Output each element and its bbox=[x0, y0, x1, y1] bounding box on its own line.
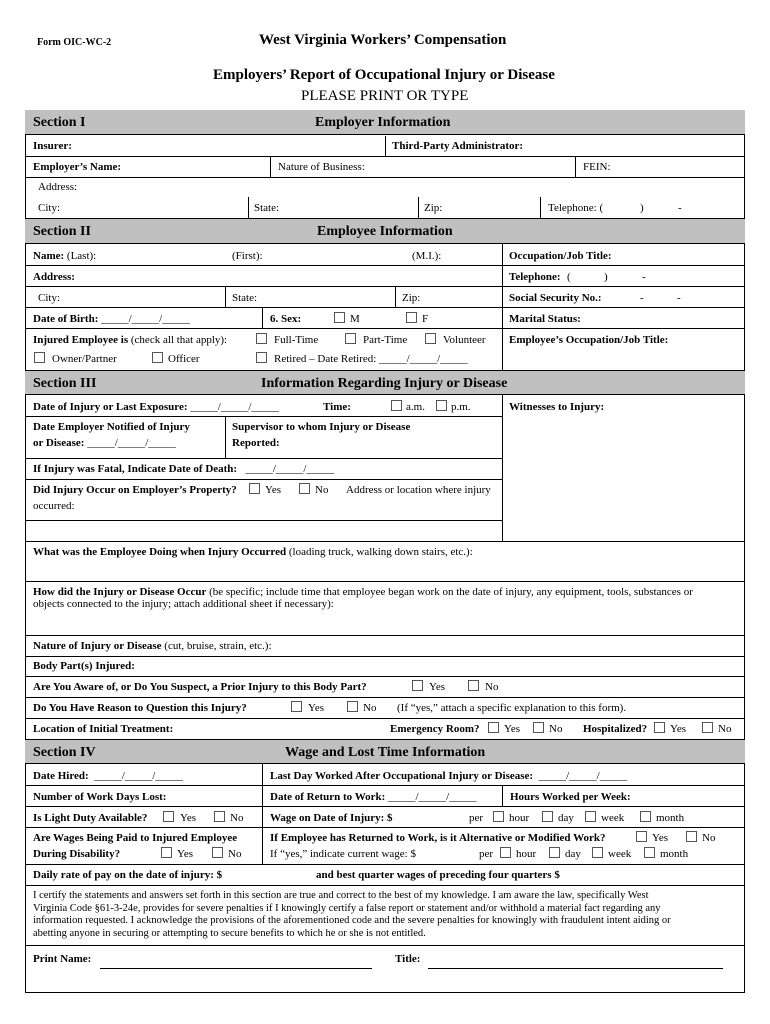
question-yes-checkbox[interactable] bbox=[291, 701, 302, 712]
section-2-title: Employee Information bbox=[317, 224, 453, 239]
employee-first-label: (First): bbox=[232, 250, 263, 262]
employee-occupation-label: Employee’s Occupation/Job Title: bbox=[509, 334, 669, 346]
current-month-label: month bbox=[660, 848, 689, 860]
employee-state-label: State: bbox=[232, 292, 258, 304]
current-hour-label: hour bbox=[516, 848, 537, 860]
light-duty-no-checkbox[interactable] bbox=[214, 811, 225, 822]
form-instruction: PLEASE PRINT OR TYPE bbox=[301, 88, 469, 104]
current-per-label: per bbox=[479, 848, 494, 860]
fulltime-label: Full-Time bbox=[274, 334, 319, 346]
sex-female-label: F bbox=[422, 313, 429, 325]
hospitalized-yes-label: Yes bbox=[670, 723, 687, 735]
employee-name-label: Name: bbox=[33, 250, 65, 262]
light-duty-yes-checkbox[interactable] bbox=[163, 811, 174, 822]
employer-address-label: Address: bbox=[38, 181, 78, 193]
dob-blank: _____/_____/_____ bbox=[101, 313, 190, 325]
volunteer-checkbox[interactable] bbox=[425, 333, 436, 344]
treatment-label: Location of Initial Treatment: bbox=[33, 723, 174, 735]
fatal-label: If Injury was Fatal, Indicate Date of Death: bbox=[33, 463, 238, 475]
retired-label: Retired – Date Retired: _____/_____/_____ bbox=[274, 353, 468, 365]
employer-name-label: Employer’s Name: bbox=[33, 161, 122, 173]
nature-note: (cut, bruise, strain, etc.): bbox=[164, 640, 272, 652]
employee-city-label: City: bbox=[38, 292, 61, 304]
current-wage-label: If “yes,” indicate current wage: $ bbox=[270, 848, 416, 860]
er-no-checkbox[interactable] bbox=[533, 722, 544, 733]
volunteer-label: Volunteer bbox=[443, 334, 486, 346]
wage-week-label: week bbox=[601, 812, 625, 824]
parttime-checkbox[interactable] bbox=[345, 333, 356, 344]
certification-line-2: Virginia Code §61-3-24e, provides for severe penalties if I knowingly certify a false report or statement and/or withhold a material fact regarding any bbox=[33, 902, 661, 914]
wages-paid-yes-checkbox[interactable] bbox=[161, 847, 172, 858]
employee-tel-dash: - bbox=[642, 271, 646, 283]
hired-label: Date Hired: bbox=[33, 770, 89, 782]
returned-no-label: No bbox=[702, 832, 716, 844]
hired-blank: _____/_____/_____ bbox=[94, 770, 183, 782]
wage-week-checkbox[interactable] bbox=[585, 811, 596, 822]
question-yes-label: Yes bbox=[308, 702, 325, 714]
returned-label: If Employee has Returned to Work, is it Alternative or Modified Work? bbox=[270, 832, 606, 844]
notified-label-2: or Disease: bbox=[33, 437, 85, 449]
property-yes-label: Yes bbox=[265, 484, 282, 496]
officer-label: Officer bbox=[168, 353, 200, 365]
how-note-1: (be specific; include time that employee began work on the date of injury, any equipment, tools, substances or bbox=[209, 586, 693, 598]
marital-label: Marital Status: bbox=[509, 313, 581, 325]
section-1-title: Employer Information bbox=[315, 115, 451, 130]
daily-rate-label: Daily rate of pay on the date of injury: $ bbox=[33, 869, 223, 881]
certification-text bbox=[33, 890, 739, 940]
sex-female-checkbox[interactable] bbox=[406, 312, 417, 323]
section-3-header bbox=[25, 370, 745, 395]
last-day-label: Last Day Worked After Occupational Injury or Disease: bbox=[270, 770, 534, 782]
officer-checkbox[interactable] bbox=[152, 352, 163, 363]
fein-label: FEIN: bbox=[583, 161, 611, 173]
print-name-line[interactable] bbox=[100, 968, 372, 969]
date-injury-blank: _____/_____/_____ bbox=[190, 401, 279, 413]
question-label: Do You Have Reason to Question this Injury? bbox=[33, 702, 247, 714]
employer-telephone-label: Telephone: ( bbox=[548, 202, 604, 214]
wages-paid-no-label: No bbox=[228, 848, 242, 860]
days-lost-label: Number of Work Days Lost: bbox=[33, 791, 167, 803]
wage-month-checkbox[interactable] bbox=[640, 811, 651, 822]
employee-telephone-label: Telephone: bbox=[509, 271, 561, 283]
prior-yes-label: Yes bbox=[429, 681, 446, 693]
title-label: Title: bbox=[395, 953, 421, 965]
ssn-label: Social Security No.: bbox=[509, 292, 602, 304]
section-1-label: Section I bbox=[33, 115, 86, 130]
employer-city-label: City: bbox=[38, 202, 61, 214]
injured-is-label: Injured Employee is bbox=[33, 334, 129, 346]
hospitalized-label: Hospitalized? bbox=[583, 723, 648, 735]
nature-label: Nature of Injury or Disease bbox=[33, 640, 162, 652]
current-day-checkbox[interactable] bbox=[549, 847, 560, 858]
doing-note: (loading truck, walking down stairs, etc.): bbox=[288, 546, 473, 558]
employee-address-label: Address: bbox=[33, 271, 75, 283]
section-1-header bbox=[25, 110, 745, 135]
prior-no-label: No bbox=[485, 681, 499, 693]
wages-paid-label-1: Are Wages Being Paid to Injured Employee bbox=[33, 832, 238, 844]
wage-per-label: per bbox=[469, 812, 484, 824]
wage-hour-checkbox[interactable] bbox=[493, 811, 504, 822]
employee-zip-label: Zip: bbox=[402, 292, 421, 304]
hours-label: Hours Worked per Week: bbox=[510, 791, 631, 803]
occupation-label: Occupation/Job Title: bbox=[509, 250, 612, 262]
supervisor-label-2: Reported: bbox=[232, 437, 280, 449]
current-week-label: week bbox=[608, 848, 632, 860]
injured-note: (check all that apply): bbox=[130, 334, 228, 346]
section-2-header bbox=[25, 219, 745, 244]
am-label: a.m. bbox=[406, 401, 425, 413]
fulltime-checkbox[interactable] bbox=[256, 333, 267, 344]
hospitalized-no-checkbox[interactable] bbox=[702, 722, 713, 733]
address-location-label: Address or location where injury bbox=[346, 484, 491, 496]
best-quarter-label: and best quarter wages of preceding four quarters $ bbox=[316, 869, 560, 881]
employer-state-label: State: bbox=[254, 202, 280, 214]
property-yes-checkbox[interactable] bbox=[249, 483, 260, 494]
question-note: (If “yes,” attach a specific explanation to this form). bbox=[397, 702, 627, 714]
wage-month-label: month bbox=[656, 812, 685, 824]
returned-no-checkbox[interactable] bbox=[686, 831, 697, 842]
how-label: How did the Injury or Disease Occur bbox=[33, 586, 207, 598]
section-3-label: Section III bbox=[33, 376, 97, 391]
certification-line-3: information requested. I acknowledge the provisions of the aforementioned code and the severe penalties for knowingly with fraudulent intent aiding or bbox=[33, 915, 671, 926]
sex-male-label: M bbox=[350, 313, 360, 325]
title-line[interactable] bbox=[428, 968, 723, 969]
hospitalized-yes-checkbox[interactable] bbox=[654, 722, 665, 733]
light-duty-yes-label: Yes bbox=[180, 812, 197, 824]
er-yes-checkbox[interactable] bbox=[488, 722, 499, 733]
occurred-label: occurred: bbox=[33, 500, 75, 512]
owner-label: Owner/Partner bbox=[52, 353, 117, 365]
employee-tel-close: ) bbox=[604, 271, 608, 283]
agency-title: West Virginia Workers’ Compensation bbox=[259, 32, 507, 48]
date-injury-label: Date of Injury or Last Exposure: bbox=[33, 401, 188, 413]
ssn-dash-1: - bbox=[640, 292, 644, 304]
how-note-2: objects connected to the injury; attach additional sheet if necessary): bbox=[33, 598, 334, 610]
er-no-label: No bbox=[549, 723, 563, 735]
section-4-label: Section IV bbox=[33, 745, 96, 760]
ssn-dash-2: - bbox=[677, 292, 681, 304]
notified-label-1: Date Employer Notified of Injury bbox=[33, 421, 190, 433]
hospitalized-no-label: No bbox=[718, 723, 732, 735]
retired-checkbox[interactable] bbox=[256, 352, 267, 363]
insurer-label: Insurer: bbox=[33, 140, 72, 152]
certification-line-4: abetting anyone in securing or attempting to secure benefits to which he or she is not entitled. bbox=[33, 927, 426, 939]
dob-label: Date of Birth: bbox=[33, 313, 99, 325]
owner-checkbox[interactable] bbox=[34, 352, 45, 363]
employee-mi-label: (M.I.): bbox=[412, 250, 442, 262]
question-no-label: No bbox=[363, 702, 377, 714]
form-id: Form OIC-WC-2 bbox=[37, 37, 112, 48]
wages-paid-no-checkbox[interactable] bbox=[212, 847, 223, 858]
current-day-label: day bbox=[565, 848, 581, 860]
wage-day-label: day bbox=[558, 812, 574, 824]
pm-label: p.m. bbox=[451, 401, 471, 413]
property-no-label: No bbox=[315, 484, 329, 496]
property-no-checkbox[interactable] bbox=[299, 483, 310, 494]
return-blank: _____/_____/_____ bbox=[388, 791, 477, 803]
section-2-label: Section II bbox=[33, 224, 91, 239]
question-no-checkbox[interactable] bbox=[347, 701, 358, 712]
last-day-blank: _____/_____/_____ bbox=[538, 770, 628, 782]
wages-paid-label-2: During Disability? bbox=[33, 848, 121, 860]
certification-line-1: I certify the statements and answers set forth in this section are true and correct to the best of my knowledge. I am aware the law, specifically West bbox=[33, 890, 649, 901]
doing-label: What was the Employee Doing when Injury Occurred bbox=[33, 546, 287, 558]
section-4-title: Wage and Lost Time Information bbox=[285, 745, 486, 760]
supervisor-label-1: Supervisor to whom Injury or Disease bbox=[232, 421, 411, 433]
employer-tel-dash: - bbox=[678, 202, 682, 214]
er-label: Emergency Room? bbox=[390, 723, 480, 735]
pm-checkbox[interactable] bbox=[436, 400, 447, 411]
property-label: Did Injury Occur on Employer’s Property? bbox=[33, 484, 237, 496]
am-checkbox[interactable] bbox=[391, 400, 402, 411]
current-month-checkbox[interactable] bbox=[644, 847, 655, 858]
employee-tel-open: ( bbox=[567, 271, 571, 283]
section-4-header bbox=[25, 739, 745, 764]
returned-yes-label: Yes bbox=[652, 832, 669, 844]
returned-yes-checkbox[interactable] bbox=[636, 831, 647, 842]
wage-hour-label: hour bbox=[509, 812, 530, 824]
light-duty-no-label: No bbox=[230, 812, 244, 824]
sex-male-checkbox[interactable] bbox=[334, 312, 345, 323]
witnesses-label: Witnesses to Injury: bbox=[509, 401, 605, 413]
wages-paid-yes-label: Yes bbox=[177, 848, 194, 860]
wage-day-checkbox[interactable] bbox=[542, 811, 553, 822]
employer-zip-label: Zip: bbox=[424, 202, 443, 214]
prior-injury-label: Are You Aware of, or Do You Suspect, a Prior Injury to this Body Part? bbox=[33, 681, 367, 693]
sex-label: 6. Sex: bbox=[270, 313, 302, 325]
print-name-label: Print Name: bbox=[33, 953, 92, 965]
notified-blank: _____/_____/_____ bbox=[87, 437, 176, 449]
current-week-checkbox[interactable] bbox=[592, 847, 603, 858]
fatal-blank: _____/_____/_____ bbox=[245, 463, 334, 475]
er-yes-label: Yes bbox=[504, 723, 521, 735]
employee-last-label: (Last): bbox=[66, 250, 97, 262]
section-3-title: Information Regarding Injury or Disease bbox=[261, 376, 508, 391]
time-label: Time: bbox=[323, 401, 351, 413]
prior-yes-checkbox[interactable] bbox=[412, 680, 423, 691]
return-label: Date of Return to Work: bbox=[270, 791, 386, 803]
parttime-label: Part-Time bbox=[363, 334, 408, 346]
current-hour-checkbox[interactable] bbox=[500, 847, 511, 858]
form-title: Employers’ Report of Occupational Injury or Disease bbox=[213, 67, 555, 83]
wage-label: Wage on Date of Injury: $ bbox=[270, 812, 393, 824]
body-parts-label: Body Part(s) Injured: bbox=[33, 660, 135, 672]
tpa-label: Third-Party Administrator: bbox=[392, 140, 524, 152]
employer-tel-close: ) bbox=[640, 202, 644, 214]
light-duty-label: Is Light Duty Available? bbox=[33, 812, 148, 824]
prior-no-checkbox[interactable] bbox=[468, 680, 479, 691]
nature-business-label: Nature of Business: bbox=[278, 161, 365, 173]
